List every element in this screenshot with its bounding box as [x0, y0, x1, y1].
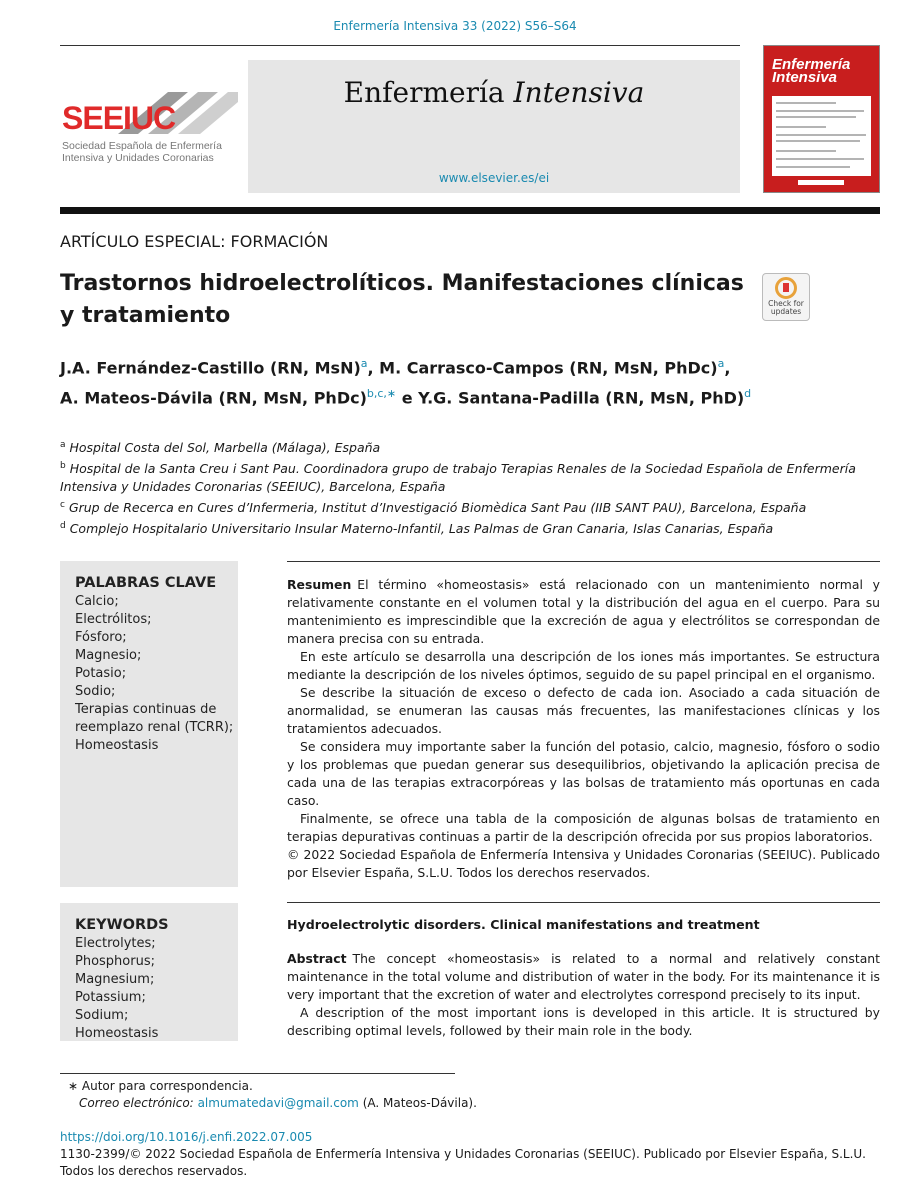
resumen-paragraph: Finalmente, se ofrece una tabla de la composición de algunas bolsas de tratamiento en terapias depurativas continuas a partir de la descripción ofrecida por sus propios laboratorios. — [287, 811, 880, 844]
journal-cover — [763, 45, 880, 193]
author-affiliation-link[interactable]: b,c,∗ — [366, 387, 397, 401]
abstract-paragraph: A description of the most important ions is developed in this article. It is structured by describing optimal levels, followed by their main role in the body. — [287, 1005, 880, 1038]
resumen-copyright: © 2022 Sociedad Española de Enfermería Intensiva y Unidades Coronarias (SEEIUC). Publicado por Elsevier España, S.L.U. Todos los derechos reservados. — [287, 847, 880, 880]
abstract-en-title: Hydroelectrolytic disorders. Clinical manifestations and treatment — [287, 917, 760, 932]
journal-banner — [248, 60, 740, 193]
header-thick-rule — [60, 207, 880, 214]
keyword: Calcio; — [75, 594, 119, 609]
keyword: Terapias continuas de reemplazo renal (TCRR); — [75, 702, 234, 735]
keyword: Magnesium; — [75, 972, 155, 987]
footnote-rule — [60, 1073, 455, 1074]
resumen-paragraph: Resumen El término «homeostasis» está relacionado con un mantenimiento normal y relativamente constante en el volumen total y la distribución del agua en el cuerpo. Para su mantenimiento es imprescindible que la excreción de agua y electrólitos se correspondan de manera precisa con su entrada. — [287, 577, 880, 646]
cover-contents — [772, 96, 871, 176]
footer-copyright: 1130-2399/© 2022 Sociedad Española de Enfermería Intensiva y Unidades Coronarias (SEEIUC). Publicado por Elsevier España, S.L.U. Todos los derechos reservados. — [60, 1147, 866, 1178]
author: M. Carrasco-Campos (RN, MsN, PhDc) — [379, 358, 718, 378]
affiliations — [60, 436, 890, 539]
cover-title: Enfermería Intensiva — [772, 56, 851, 86]
journal-name: Enfermería Intensiva — [343, 76, 645, 109]
cover-publisher-mark — [798, 180, 844, 185]
keywords-es-box — [60, 561, 238, 887]
affiliation: $^c$ Grup de Recerca en Cures d’Infermeria, Institut d’Investigació Biomèdica Sant Pau (IIB SANT PAU), Barcelona, España — [60, 500, 807, 516]
affiliation: $^d$ Complejo Hospitalario Universitario Insular Materno-Infantil, Las Palmas de Gran Canaria, Islas Canarias, España — [60, 521, 774, 537]
keyword: Electrolytes; — [75, 936, 156, 951]
footnote-mark: ∗ — [68, 1079, 79, 1093]
article-section: ARTÍCULO ESPECIAL: FORMACIÓN — [60, 232, 329, 251]
affiliation: $^b$ Hospital de la Santa Creu i Sant Pau. Coordinadora grupo de trabajo Terapias Renales de la Sociedad Española de Enfermería Intensiva y Unidades Coronarias (SEEIUC), Barcelona, España — [60, 461, 856, 495]
keywords-es-heading: PALABRAS CLAVE — [75, 575, 217, 591]
doi-link[interactable]: https://doi.org/10.1016/j.enfi.2022.07.005 — [60, 1130, 313, 1144]
seeiuc-logo — [60, 88, 240, 168]
keyword: Sodio; — [75, 684, 116, 699]
resumen-rule — [287, 561, 880, 562]
keyword: Fósforo; — [75, 630, 127, 645]
logo-word: SEEIUC — [62, 100, 176, 136]
author-list: J.A. Fernández-Castillo (RN, MsN)$^a$, M. Carrasco-Campos (RN, MsN, PhDc)$^a$, A. Mateos-Dávila (RN, MsN, PhDc)$^{b,c,∗}$ e Y.G. Santana-Padilla (RN, MsN, PhD)$^d$ — [60, 357, 752, 408]
keyword: Magnesio; — [75, 648, 142, 663]
keyword: Homeostasis — [75, 1026, 159, 1041]
author-affiliation-link[interactable]: a — [360, 357, 368, 370]
journal-citation: Enfermería Intensiva 33 (2022) S56–S64 — [333, 19, 577, 33]
resumen-paragraph: Se considera muy importante saber la función del potasio, calcio, magnesio, fósforo o sodio y los problemas que puedan generar sus desequilibrios, objetivando la aplicación precisa de cada una de las terapias extracorpóreas y las bolsas de tratamiento más oportunas en cada caso. — [287, 739, 880, 808]
author: J.A. Fernández-Castillo (RN, MsN) — [60, 358, 361, 378]
resumen-paragraph: Se describe la situación de exceso o defecto de cada ion. Asociado a cada situación de anormalidad, se enumeran las causas más frecuentes, las manifestaciones clínicas y los tratamientos adecuados. — [287, 685, 880, 736]
keyword: Phosphorus; — [75, 954, 155, 969]
author-affiliation-link[interactable]: a — [717, 357, 725, 370]
check-updates-icon — [775, 277, 797, 299]
keyword: Electrólitos; — [75, 612, 152, 627]
logo-subtitle: Sociedad Española de Enfermería Intensiva y Unidades Coronarias — [62, 140, 222, 164]
keyword: Sodium; — [75, 1008, 129, 1023]
check-updates-label: Check for updates — [768, 299, 804, 316]
article-title: Trastornos hidroelectrolíticos. Manifestaciones clínicas y tratamiento — [60, 271, 744, 328]
keyword: Homeostasis — [75, 738, 159, 753]
keywords-en-box — [60, 903, 238, 1041]
check-for-updates-button[interactable] — [762, 273, 810, 321]
resumen — [287, 576, 880, 882]
keyword: Potassium; — [75, 990, 146, 1005]
abstract-label: Abstract — [287, 951, 347, 966]
abstract-en — [287, 950, 880, 1040]
author: Y.G. Santana-Padilla (RN, MsN, PhD) — [418, 388, 745, 408]
keyword: Potasio; — [75, 666, 127, 681]
author: A. Mateos-Dávila (RN, MsN, PhDc) — [60, 388, 367, 408]
abstract-paragraph: Abstract The concept «homeostasis» is related to a normal and relatively constant maintenance in the total volume and distribution of water in the body. For its maintenance it is very important that the excretion of water and electrolytes correspond precisely to its input. — [287, 951, 880, 1002]
resumen-paragraph: En este artículo se desarrolla una descripción de los iones más importantes. Se estructura mediante la descripción de los niveles óptimos, seguido de su papel principal en el organismo. — [287, 649, 880, 682]
corresponding-footnote: ∗ Autor para correspondencia. Correo electrónico: almumatedavi@gmail.com (A. Mateos-Dávila). — [68, 1079, 477, 1110]
author-email-link[interactable]: almumatedavi@gmail.com — [197, 1096, 359, 1110]
header-rule — [60, 45, 740, 46]
author-affiliation-link[interactable]: d — [744, 387, 752, 401]
abstract-rule — [287, 902, 880, 903]
affiliation: $^a$ Hospital Costa del Sol, Marbella (Málaga), España — [60, 440, 381, 456]
keywords-en-heading: KEYWORDS — [75, 917, 169, 933]
resumen-label: Resumen — [287, 577, 352, 592]
journal-url[interactable]: www.elsevier.es/ei — [438, 171, 550, 185]
